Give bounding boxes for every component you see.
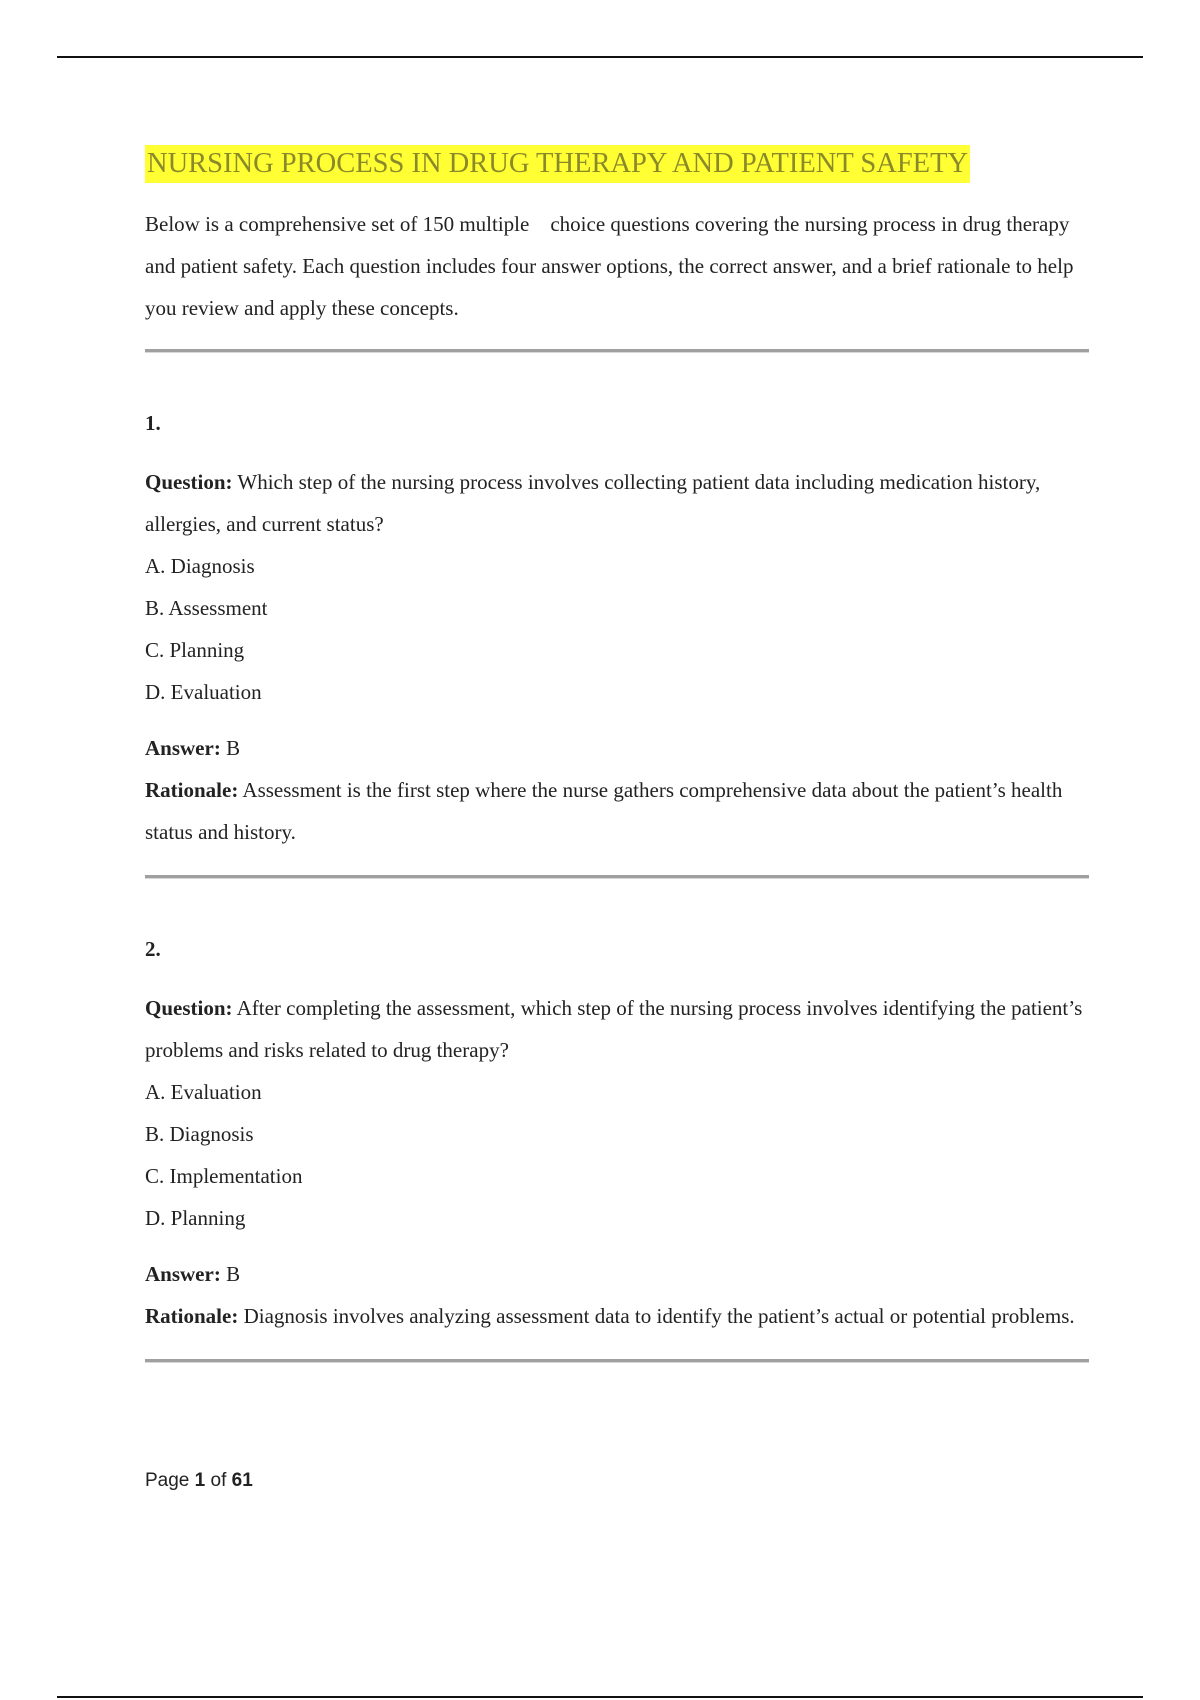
- option-c: C. Implementation: [145, 1164, 303, 1188]
- question-body: Which step of the nursing process involves collecting patient data including medication history, allergies, and current status?: [145, 470, 1041, 536]
- section-divider: [145, 349, 1089, 353]
- option-d: D. Planning: [145, 1206, 246, 1230]
- question-text: [145, 461, 1089, 545]
- total-pages: 61: [231, 1470, 253, 1491]
- option-d: D. Evaluation: [145, 680, 262, 704]
- answer-line: [145, 727, 1089, 769]
- answer-label: Answer:: [145, 1262, 221, 1286]
- rationale-label: Rationale:: [145, 778, 239, 802]
- section-divider: [145, 875, 1089, 879]
- question-number: 1.: [145, 411, 161, 435]
- question-text: [145, 987, 1089, 1071]
- intro-paragraph: Below is a comprehensive set of 150 multiple choice questions covering the nursing process in drug therapy and patient safety. Each question includes four answer options, the correct answer, and a brief rationale to help you review and apply these concepts.: [145, 212, 1074, 320]
- footer-rule: [57, 1696, 1143, 1698]
- question-number: 2.: [145, 937, 161, 961]
- of-word: of: [210, 1470, 227, 1491]
- question-body: After completing the assessment, which step of the nursing process involves identifying the patient’s problems and risks related to drug therapy?: [145, 996, 1083, 1062]
- current-page: 1: [194, 1470, 206, 1491]
- page-counter: [145, 1470, 253, 1492]
- document-title: NURSING PROCESS IN DRUG THERAPY AND PATIENT SAFETY: [145, 145, 970, 183]
- rationale-label: Rationale:: [145, 1304, 239, 1328]
- option-b: B. Assessment: [145, 596, 268, 620]
- option-c: C. Planning: [145, 638, 245, 662]
- question-block-1: [145, 409, 1089, 879]
- answer-label: Answer:: [145, 736, 221, 760]
- option-b: B. Diagnosis: [145, 1122, 254, 1146]
- question-label: Question:: [145, 996, 233, 1020]
- header-rule: [57, 56, 1143, 58]
- document-body: [145, 145, 1089, 1363]
- question-label: Question:: [145, 470, 233, 494]
- answer-value: B: [226, 736, 241, 760]
- rationale-line: [145, 769, 1089, 853]
- answer-line: [145, 1253, 1089, 1295]
- rationale-text: Assessment is the first step where the nurse gathers comprehensive data about the patient’s health status and history.: [145, 778, 1063, 844]
- question-block-2: [145, 935, 1089, 1363]
- rationale-line: [145, 1295, 1089, 1337]
- rationale-text: Diagnosis involves analyzing assessment data to identify the patient’s actual or potential problems.: [243, 1304, 1075, 1328]
- option-a: A. Evaluation: [145, 1080, 262, 1104]
- answer-value: B: [226, 1262, 241, 1286]
- option-a: A. Diagnosis: [145, 554, 255, 578]
- page-word: Page: [145, 1470, 190, 1491]
- section-divider: [145, 1359, 1089, 1363]
